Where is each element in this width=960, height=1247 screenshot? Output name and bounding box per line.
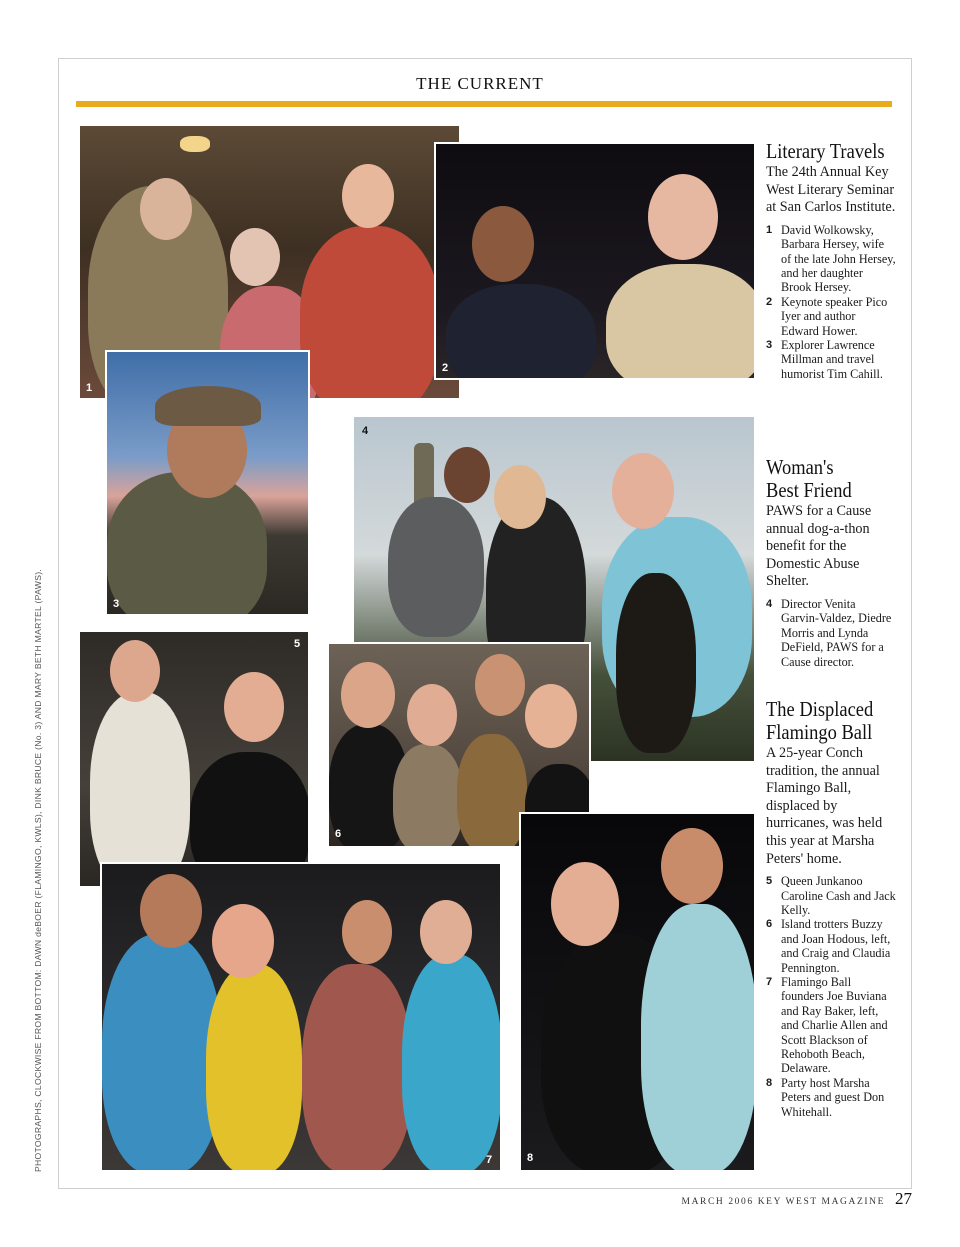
photo-5 [78,630,310,888]
photo-number: 1 [86,382,93,394]
caption-item [766,917,896,975]
person-face [661,828,723,904]
photo-8 [519,812,756,1172]
person-figure [641,904,756,1172]
poodle [388,497,484,637]
caption-text: David Wolkowsky, Barbara Hersey, wife of the late John Hersey, and her daughter Brook Hersey. [781,222,896,295]
story-literary-travels [766,140,896,381]
person-figure [300,226,440,400]
caption-item [766,975,896,1076]
caption-list [766,597,896,669]
caption-list [766,223,896,381]
caption-item [766,338,896,381]
person-figure [457,734,527,848]
caption-text: Director Venita Garvin-Valdez, Diedre Morris and Lynda DeField, PAWS for a Cause director. [781,596,892,669]
caption-list [766,874,896,1119]
person-face [612,453,674,529]
photo-number: 7 [486,1154,493,1166]
caption-item [766,223,896,295]
story-title-line: The Displaced [766,697,874,721]
chandelier [180,136,210,152]
person-figure [206,964,302,1172]
person-face [341,662,395,728]
photo-number: 4 [362,425,369,437]
person-face [224,672,284,742]
story-title [766,698,880,744]
caption-text: Island trotters Buzzy and Joan Hodous, left, and Craig and Claudia Pennington. [781,917,891,975]
photo-7 [100,862,502,1172]
person-figure [90,692,190,888]
photo-number: 5 [294,638,301,650]
caption-number: 8 [766,1076,773,1089]
photo-number: 2 [442,362,449,374]
page-footer [682,1189,912,1209]
story-title-line: Woman's [766,455,834,479]
photo-credit: PHOTOGRAPHS, CLOCKWISE FROM BOTTOM: DAWN deBOER (FLAMINGO, KWLS), DINK BRUCE (No. 3) AND MARY BETH MARTEL (PAWS). [33,568,43,1172]
person-face [551,862,619,946]
story-title [766,456,880,502]
page-number: 27 [895,1189,912,1208]
person-figure [102,934,222,1172]
person-face [342,900,392,964]
story-intro: A 25-year Conch tradition, the annual Flamingo Ball, displaced by hurricanes, was held this year at Marsha Peters' home. [766,745,883,867]
person-figure [393,744,463,848]
person-face [494,465,546,529]
caption-text: Keynote speaker Pico Iyer and author Edward Hower. [781,294,888,338]
person-figure [302,964,412,1172]
header-rule [76,101,892,107]
person-face [110,640,160,702]
caption-text: Party host Marsha Peters and guest Don Whitehall. [781,1075,885,1119]
photo-number: 6 [335,828,342,840]
caption-number: 4 [766,597,773,610]
story-intro: The 24th Annual Key West Literary Seminar at San Carlos Institute. [766,164,896,216]
story-intro: PAWS for a Cause annual dog-a-thon benefit for the Domestic Abuse Shelter. [766,503,872,590]
caption-text: Flamingo Ball founders Joe Buviana and Ray Baker, left, and Charlie Allen and Scott Blackson of Rehoboth Beach, Delaware. [781,975,888,1076]
photo-2 [434,142,756,380]
story-womans-best-friend [766,456,896,669]
caption-number: 7 [766,976,773,988]
person-face [212,904,274,978]
person-face [444,447,490,503]
caption-item [766,295,896,338]
dog [616,573,696,753]
caption-item [766,597,896,669]
section-header: THE CURRENT [416,74,544,93]
person-face [140,874,202,948]
photo-3 [105,350,310,616]
story-title-line: Flamingo Ball [766,720,873,744]
caption-item [766,1076,896,1119]
person-face [407,684,457,746]
person-face [342,164,394,228]
caption-number: 5 [766,875,773,888]
person-figure [402,954,502,1172]
caption-item [766,874,896,917]
caption-number: 3 [766,339,773,352]
caption-text: Explorer Lawrence Millman and travel humorist Tim Cahill. [781,338,883,381]
story-displaced-flamingo-ball [766,698,896,1119]
person-face [140,178,192,240]
photo-number: 3 [113,598,120,610]
caption-text: Queen Junkanoo Caroline Cash and Jack Kelly. [781,874,896,917]
story-title: Literary Travels [766,139,885,163]
person-face [475,654,525,716]
person-figure [107,472,267,616]
story-title-line: Best Friend [766,478,852,502]
person-face [525,684,577,748]
publication-line: MARCH 2006 KEY WEST MAGAZINE [681,1197,885,1207]
person-face [472,206,534,282]
person-face [648,174,718,260]
person-figure [606,264,756,380]
photo-number: 8 [527,1152,534,1164]
person-face [420,900,472,964]
person-figure [446,284,596,380]
caption-number: 1 [766,223,773,236]
person-face [230,228,280,286]
cap [155,386,261,426]
caption-number: 2 [766,295,773,308]
caption-number: 6 [766,918,773,931]
